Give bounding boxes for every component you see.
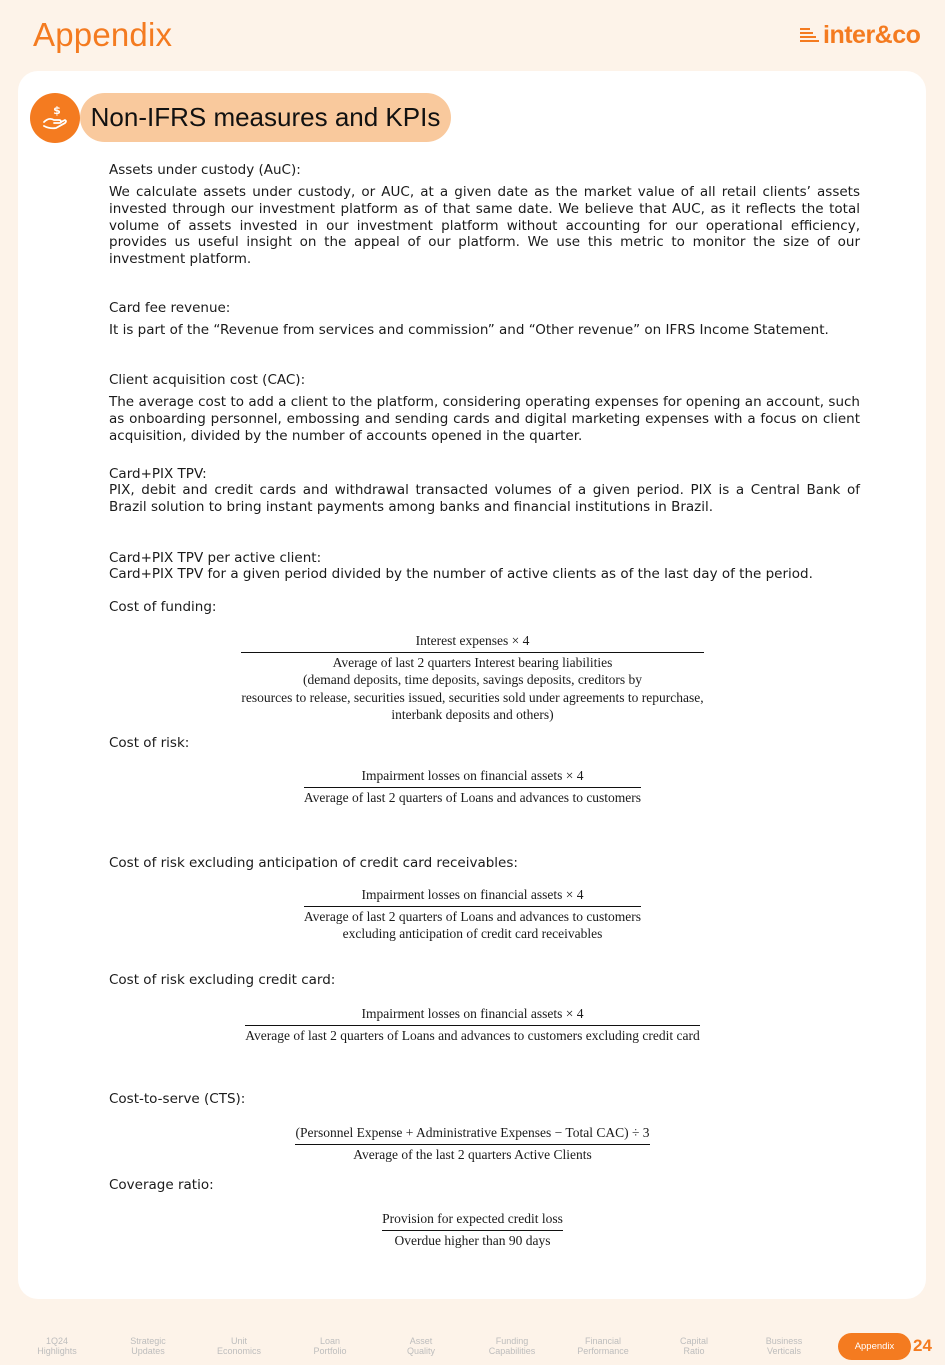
nav-item-financial-performance[interactable] xyxy=(558,1336,648,1356)
formula-numerator: Impairment losses on financial assets × 4 xyxy=(245,1005,699,1026)
cost-risk-formula xyxy=(0,767,945,806)
formula-numerator: Provision for expected credit loss xyxy=(382,1210,563,1231)
tpv-heading: Card+PIX TPV: xyxy=(109,466,207,482)
nav-item-asset-quality[interactable] xyxy=(376,1336,466,1356)
cost-risk-heading: Cost of risk: xyxy=(109,735,190,751)
nav-item-capital-ratio[interactable] xyxy=(649,1336,739,1356)
page-number: 24 xyxy=(913,1336,932,1355)
nav-item-label: Appendix xyxy=(854,1341,895,1352)
nav-item-label: Economics xyxy=(216,1346,261,1356)
svg-text:$: $ xyxy=(53,104,61,117)
nav-item-label: Highlights xyxy=(37,1346,77,1356)
denominator-line: interbank deposits and others) xyxy=(391,707,554,722)
denominator-line: Average of last 2 quarters of Loans and advances to customers xyxy=(303,908,642,924)
nav-item-label: Capabilities xyxy=(488,1346,536,1356)
auc-heading: Assets under custody (AuC): xyxy=(109,162,301,178)
nav-item-label: Capital xyxy=(679,1336,708,1346)
nav-item-label: Financial xyxy=(584,1336,622,1346)
cost-risk-ex-antic-formula xyxy=(0,886,945,943)
nav-item-label: Verticals xyxy=(766,1346,801,1356)
formula-denominator xyxy=(241,653,703,724)
cost-risk-ex-cc-formula xyxy=(0,1005,945,1044)
section-title-pill xyxy=(80,93,451,142)
coverage-heading: Coverage ratio: xyxy=(109,1177,214,1193)
nav-item-strategic-updates[interactable] xyxy=(103,1336,193,1356)
tpv-body: PIX, debit and credit cards and withdrawal transacted volumes of a given period. PIX is a Central Bank of Brazil solution to bring instant payments among banks and financial institutions in Brazil. xyxy=(109,482,860,515)
cost-risk-ex-antic-heading: Cost of risk excluding anticipation of credit card receivables: xyxy=(109,855,518,871)
nav-item-label: Funding xyxy=(495,1336,529,1346)
nav-item-label: Loan xyxy=(319,1336,341,1346)
denominator-line: excluding anticipation of credit card receivables xyxy=(342,926,603,941)
nav-item-label: 1Q24 xyxy=(45,1336,69,1346)
inter-co-logo[interactable] xyxy=(800,20,920,50)
nav-item-label: Ratio xyxy=(683,1346,705,1356)
cost-risk-ex-cc-heading: Cost of risk excluding credit card: xyxy=(109,972,336,988)
formula-denominator: Average of last 2 quarters of Loans and advances to customers excluding credit card xyxy=(245,1027,700,1043)
cts-heading: Cost-to-serve (CTS): xyxy=(109,1091,246,1107)
nav-item-label: Business xyxy=(765,1336,803,1346)
nav-item-highlights[interactable] xyxy=(12,1336,102,1356)
logo-text: inter&co xyxy=(823,20,921,49)
coverage-formula xyxy=(0,1210,945,1249)
cost-funding-formula xyxy=(0,632,945,724)
formula-denominator: Average of last 2 quarters of Loans and advances to customers xyxy=(303,789,642,805)
auc-body: We calculate assets under custody, or AUC, at a given date as the market value of all retail clients’ assets invested through our investment platform as of that same date. We believe that AUC, as it reflects the total volume of assets invested in our investment platform without accounting for our operational efficiency, provides us useful insight on the appeal of our platform. We use this metric to monitor the size of our investment platform. xyxy=(109,184,860,268)
section-title: Non-IFRS measures and KPIs xyxy=(90,102,441,132)
nav-item-label: Updates xyxy=(131,1346,165,1356)
tpv-active-heading: Card+PIX TPV per active client: xyxy=(109,550,322,566)
nav-item-label: Strategic xyxy=(130,1336,166,1346)
formula-numerator: Impairment losses on financial assets × 4 xyxy=(304,767,641,788)
card-fee-body: It is part of the “Revenue from services and commission” and “Other revenue” on IFRS Income Statement. xyxy=(109,322,829,338)
nav-item-funding-capabilities[interactable] xyxy=(467,1336,557,1356)
hand-dollar-icon xyxy=(30,93,80,143)
nav-item-label: Quality xyxy=(406,1346,435,1356)
formula-numerator: Impairment losses on financial assets × 4 xyxy=(304,886,641,907)
nav-item-label: Performance xyxy=(577,1346,629,1356)
formula-numerator: (Personnel Expense + Administrative Expenses − Total CAC) ÷ 3 xyxy=(295,1124,649,1145)
formula-denominator xyxy=(304,907,641,943)
nav-item-label: Asset xyxy=(409,1336,433,1346)
denominator-line: resources to release, securities issued, securities sold under agreements to repurchase, xyxy=(241,689,704,705)
cac-heading: Client acquisition cost (CAC): xyxy=(109,372,306,388)
formula-denominator: Average of the last 2 quarters Active Clients xyxy=(353,1146,592,1162)
tpv-active-body: Card+PIX TPV for a given period divided by the number of active clients as of the last day of the period. xyxy=(109,566,813,582)
formula-denominator: Overdue higher than 90 days xyxy=(394,1232,551,1248)
denominator-line: (demand deposits, time deposits, savings deposits, creditors by xyxy=(303,672,642,687)
nav-item-label: Unit xyxy=(230,1336,247,1346)
cts-formula xyxy=(0,1124,945,1163)
nav-item-unit-economics[interactable] xyxy=(194,1336,284,1356)
card-fee-heading: Card fee revenue: xyxy=(109,300,231,316)
nav-item-loan-portfolio[interactable] xyxy=(285,1336,375,1356)
nav-item-business-verticals[interactable] xyxy=(739,1336,829,1356)
cac-body: The average cost to add a client to the platform, considering operating expenses for opening an account, such as onboarding personnel, embossing and sending cards and digital marketing expenses with a focus on client acquisition, divided by the number of accounts opened in the quarter. xyxy=(109,394,860,444)
nav-item-appendix[interactable] xyxy=(838,1333,911,1360)
cost-funding-heading: Cost of funding: xyxy=(109,599,217,615)
logo-stripes-icon xyxy=(800,28,819,42)
formula-numerator: Interest expenses × 4 xyxy=(241,632,703,653)
denominator-line: Average of last 2 quarters Interest bearing liabilities xyxy=(332,654,613,670)
page-title: Appendix xyxy=(33,16,173,53)
nav-item-label: Portfolio xyxy=(313,1346,347,1356)
